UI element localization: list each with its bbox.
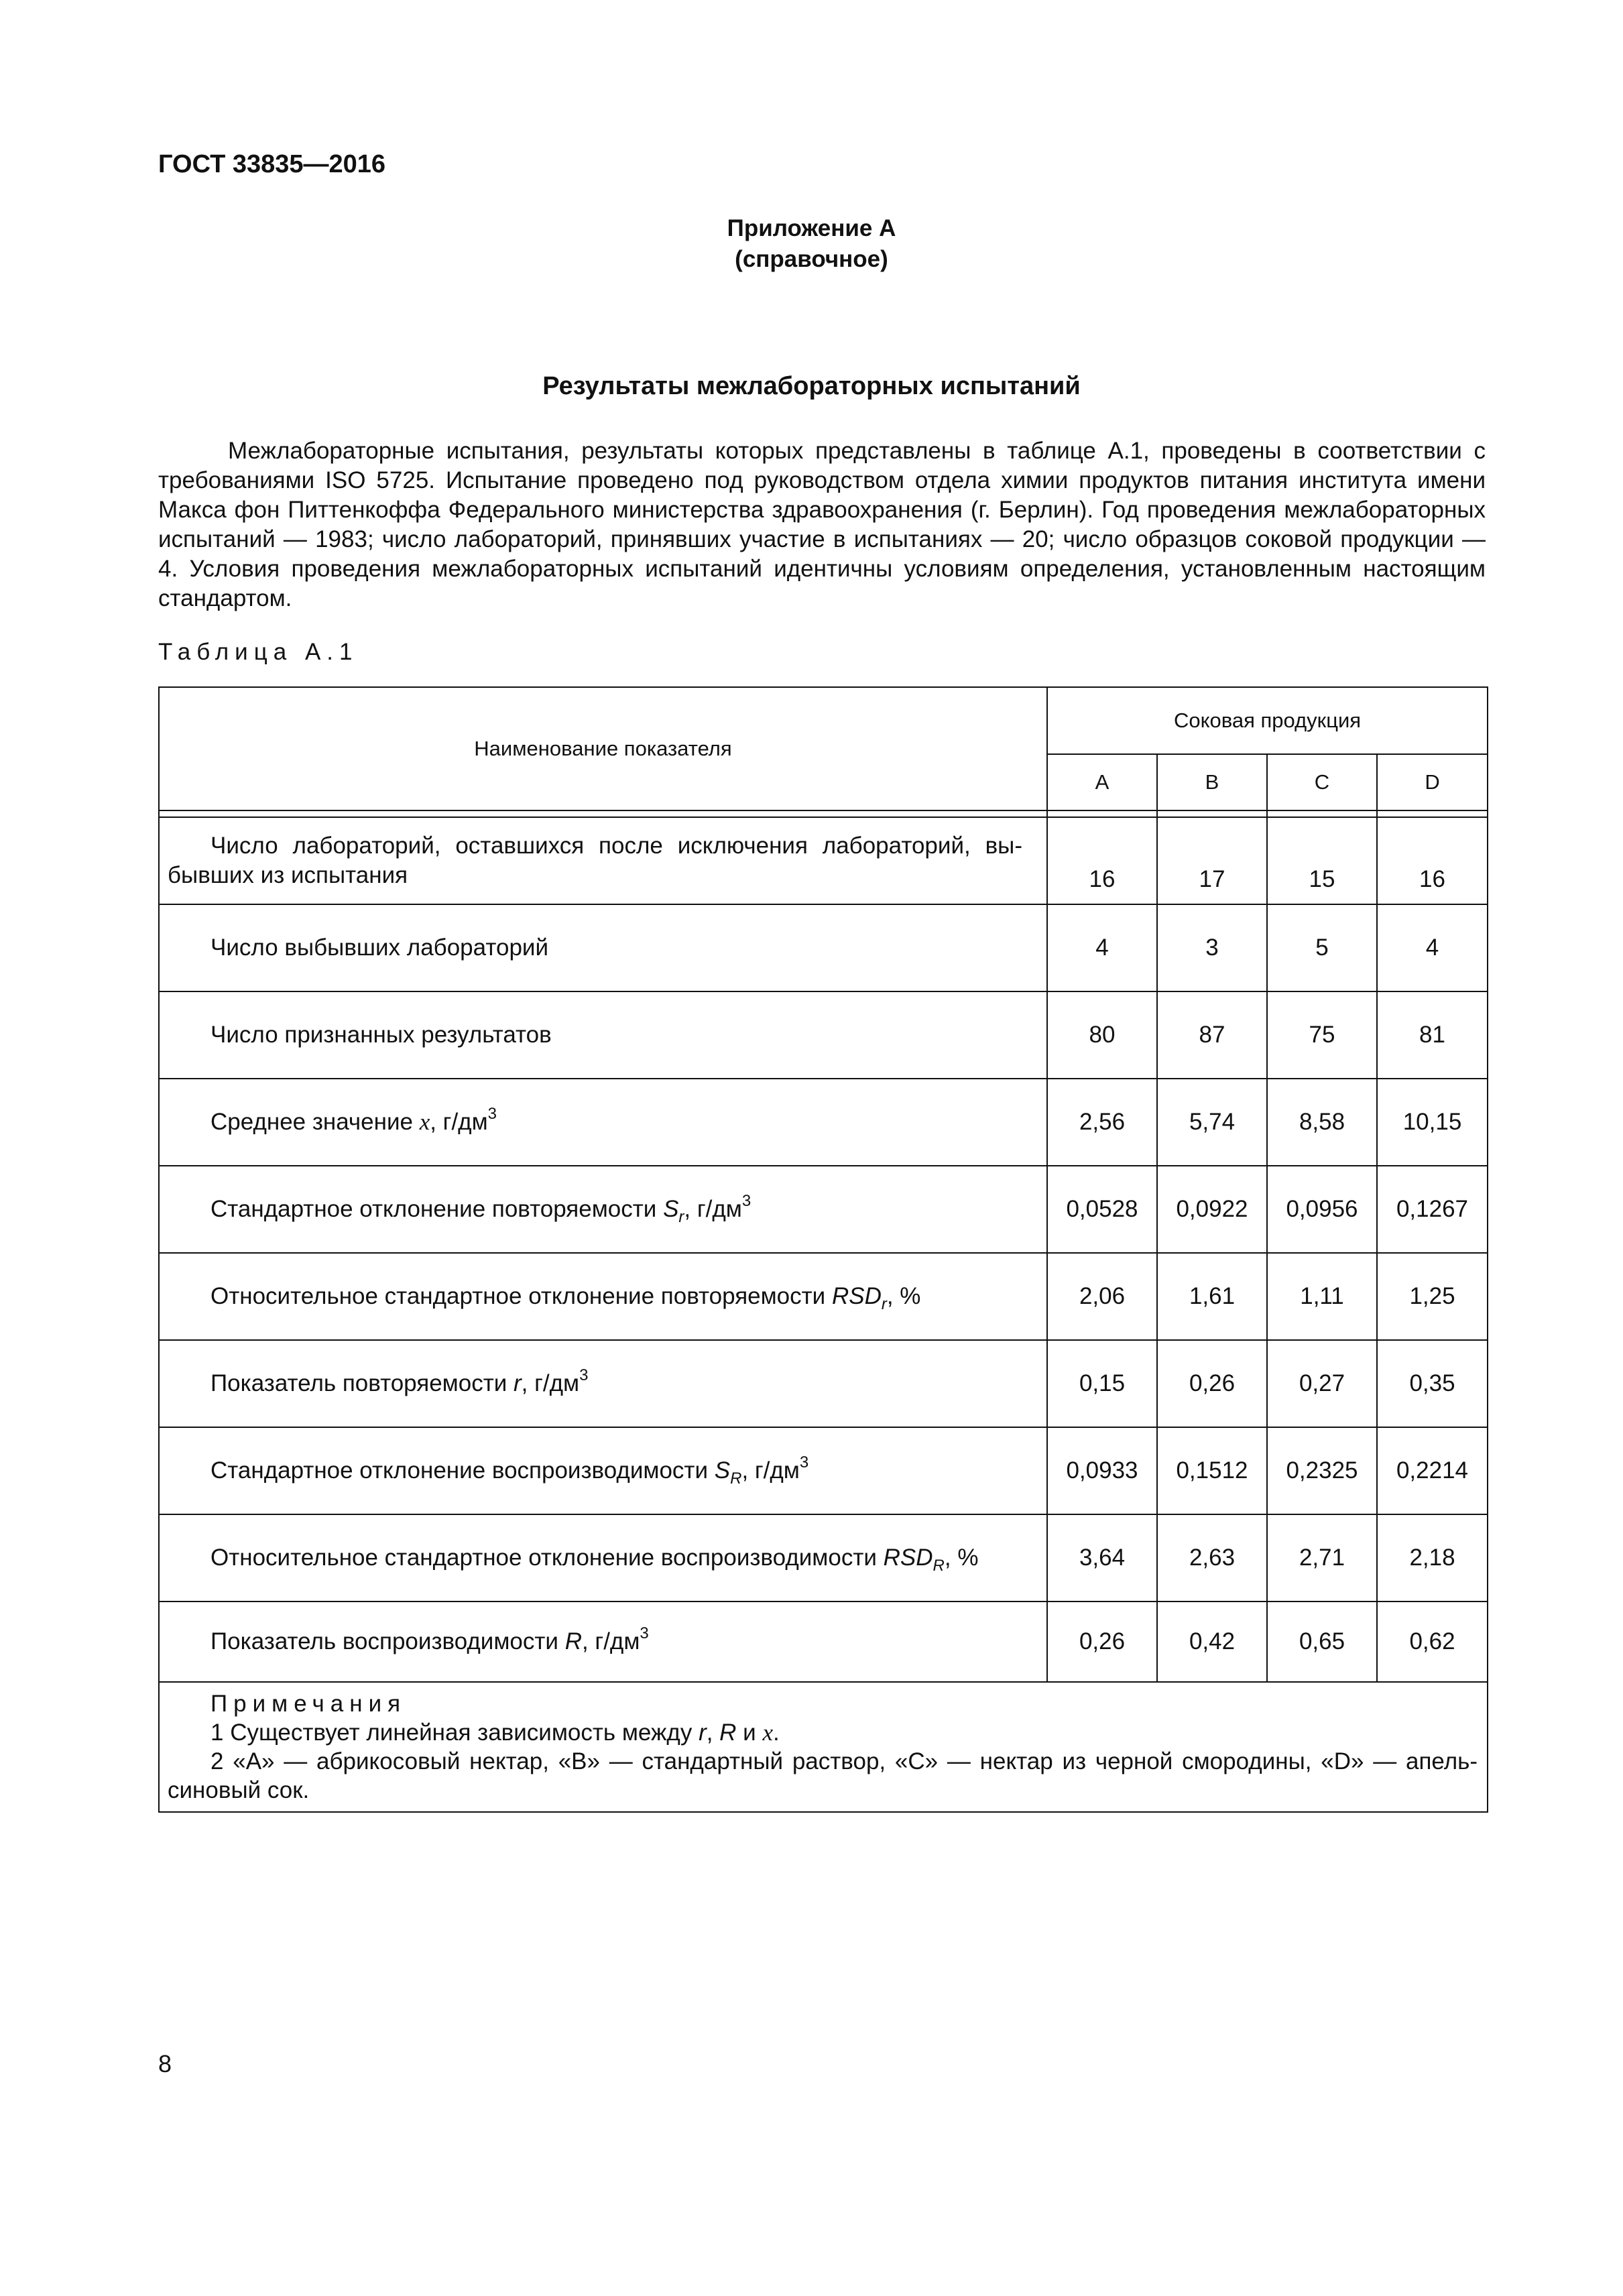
cell-d: 0,2214 [1377, 1427, 1488, 1514]
cell-c: 15 [1267, 817, 1377, 904]
symbol-subscript: R [730, 1469, 742, 1488]
symbol-subscript: r [881, 1295, 887, 1313]
table-row [159, 991, 1488, 1079]
table-row [159, 817, 1488, 904]
symbol-rsd: RSD [831, 1283, 882, 1309]
unit-exponent: 3 [799, 1453, 809, 1471]
row-unit: , г/дм [521, 1370, 580, 1396]
row-unit: , г/дм [430, 1109, 488, 1135]
unit-exponent: 3 [640, 1624, 649, 1642]
results-table-container [158, 686, 1487, 1813]
cell-a: 3,64 [1047, 1514, 1157, 1602]
symbol-subscript: R [933, 1557, 945, 1575]
cell-c: 0,27 [1267, 1340, 1377, 1427]
cell-c: 75 [1267, 991, 1377, 1079]
table-row [159, 1079, 1488, 1166]
cell-c: 0,65 [1267, 1602, 1377, 1682]
table-caption: Таблица А.1 [158, 639, 359, 665]
table-row [159, 1340, 1488, 1427]
cell-d: 0,1267 [1377, 1166, 1488, 1253]
table-header-row [159, 687, 1488, 754]
cell-b: 2,63 [1157, 1514, 1267, 1602]
row-unit: , % [944, 1545, 979, 1571]
page-number: 8 [158, 2050, 172, 2077]
header-juice-products: Соковая продукция [1047, 687, 1488, 754]
cell-c: 0,2325 [1267, 1427, 1377, 1514]
cell-d: 81 [1377, 991, 1488, 1079]
cell-d: 0,62 [1377, 1602, 1488, 1682]
cell-d: 4 [1377, 904, 1488, 991]
row-label-text: Относительное стандартное отклонение воспроизводимости [211, 1545, 884, 1571]
row-unit: , г/дм [684, 1196, 742, 1222]
note-2: 2 «A» — абрикосовый нектар, «B» — стандартный раствор, «C» — нектар из черной смородины, «D» — апельсиновый сок. [168, 1748, 1478, 1803]
section-title: Результаты межлабораторных испытаний [542, 372, 1081, 400]
cell-b: 87 [1157, 991, 1267, 1079]
cell-b: 0,26 [1157, 1340, 1267, 1427]
cell-c: 5 [1267, 904, 1377, 991]
cell-b: 5,74 [1157, 1079, 1267, 1166]
note-1 [168, 1718, 1478, 1747]
table-row [159, 1253, 1488, 1340]
cell-a: 0,0528 [1047, 1166, 1157, 1253]
header-col-d: D [1377, 754, 1488, 810]
cell-a: 4 [1047, 904, 1157, 991]
row-unit: , г/дм [741, 1457, 800, 1484]
table-row [159, 904, 1488, 991]
results-table [158, 686, 1488, 1813]
cell-b: 0,1512 [1157, 1427, 1267, 1514]
table-notes-row [159, 1682, 1488, 1812]
cell-c: 0,0956 [1267, 1166, 1377, 1253]
table-notes [159, 1682, 1488, 1812]
annex-heading [0, 213, 1623, 275]
header-col-a: A [1047, 754, 1157, 810]
row-label [159, 1166, 1047, 1253]
note-period: . [773, 1719, 780, 1746]
cell-a: 0,26 [1047, 1602, 1157, 1682]
cell-b: 0,0922 [1157, 1166, 1267, 1253]
table-row [159, 1166, 1488, 1253]
symbol-subscript: r [678, 1208, 684, 1226]
cell-b: 17 [1157, 817, 1267, 904]
note-symbol-r: r [699, 1719, 707, 1746]
cell-a: 2,06 [1047, 1253, 1157, 1340]
cell-d: 2,18 [1377, 1514, 1488, 1602]
header-col-b: B [1157, 754, 1267, 810]
document-code: ГОСТ 33835—2016 [158, 150, 386, 178]
row-label [159, 1079, 1047, 1166]
cell-a: 0,15 [1047, 1340, 1157, 1427]
symbol-rsd: RSD [883, 1545, 933, 1571]
symbol-r-upper: R [564, 1628, 582, 1654]
header-col-c: C [1267, 754, 1377, 810]
cell-b: 1,61 [1157, 1253, 1267, 1340]
row-label [159, 1602, 1047, 1682]
annex-status: (справочное) [735, 246, 888, 272]
notes-title: Примечания [211, 1691, 407, 1717]
row-label [159, 1253, 1047, 1340]
cell-c: 2,71 [1267, 1514, 1377, 1602]
table-row [159, 1514, 1488, 1602]
row-unit: , % [886, 1283, 921, 1309]
header-separator [159, 810, 1488, 817]
note-symbol-r-upper: R [719, 1719, 737, 1746]
row-label-text: Стандартное отклонение воспроизводимости [211, 1457, 715, 1484]
note-separator: , [706, 1719, 720, 1746]
row-label-text: Показатель повторяемости [211, 1370, 514, 1396]
symbol-r: r [514, 1370, 522, 1396]
cell-c: 1,11 [1267, 1253, 1377, 1340]
row-label [159, 1340, 1047, 1427]
cell-a: 16 [1047, 817, 1157, 904]
table-row [159, 1427, 1488, 1514]
cell-a: 2,56 [1047, 1079, 1157, 1166]
unit-exponent: 3 [579, 1366, 589, 1384]
cell-b: 3 [1157, 904, 1267, 991]
symbol-x: x [419, 1109, 430, 1135]
cell-b: 0,42 [1157, 1602, 1267, 1682]
symbol-s: S [663, 1196, 679, 1222]
cell-d: 10,15 [1377, 1079, 1488, 1166]
cell-d: 1,25 [1377, 1253, 1488, 1340]
row-label: Число лабораторий, оставшихся после исключения лабораторий, выбывших из испытания [159, 817, 1047, 904]
annex-title: Приложение А [727, 215, 896, 241]
cell-a: 80 [1047, 991, 1157, 1079]
note-symbol-x: x [762, 1719, 773, 1746]
unit-exponent: 3 [741, 1192, 752, 1210]
row-label: Число выбывших лабораторий [159, 904, 1047, 991]
table-row [159, 1602, 1488, 1682]
header-indicator-name: Наименование показателя [159, 687, 1047, 810]
row-label-text: Среднее значение [211, 1109, 420, 1135]
row-label-text: Относительное стандартное отклонение повторяемости [211, 1283, 832, 1309]
cell-a: 0,0933 [1047, 1427, 1157, 1514]
note-conjunction: и [736, 1719, 763, 1746]
row-label: Число признанных результатов [159, 991, 1047, 1079]
intro-paragraph: Межлабораторные испытания, результаты которых представлены в таблице А.1, проведены в соответствии с требованиями ISO 5725. Испытание проведено под руководством отдела химии продуктов питания института имени Макса фон Питтенкоффа Федерального министерства здравоохранения (г. Берлин). Год проведения межлабораторных испытаний — 1983; число лабораторий, принявших участие в испытаниях — 20; число образцов соковой продукции — 4. Условия проведения межлабораторных испытаний идентичны условиям определения, установленным настоящим стандартом. [158, 438, 1486, 611]
cell-d: 16 [1377, 817, 1488, 904]
row-label [159, 1514, 1047, 1602]
cell-d: 0,35 [1377, 1340, 1488, 1427]
row-label [159, 1427, 1047, 1514]
note-1-text: 1 Существует линейная зависимость между [211, 1719, 699, 1746]
row-label-text: Показатель воспроизводимости [211, 1628, 565, 1654]
row-label-text: Стандартное отклонение повторяемости [211, 1196, 664, 1222]
row-unit: , г/дм [581, 1628, 640, 1654]
unit-exponent: 3 [487, 1105, 497, 1123]
symbol-s: S [714, 1457, 731, 1484]
cell-c: 8,58 [1267, 1079, 1377, 1166]
